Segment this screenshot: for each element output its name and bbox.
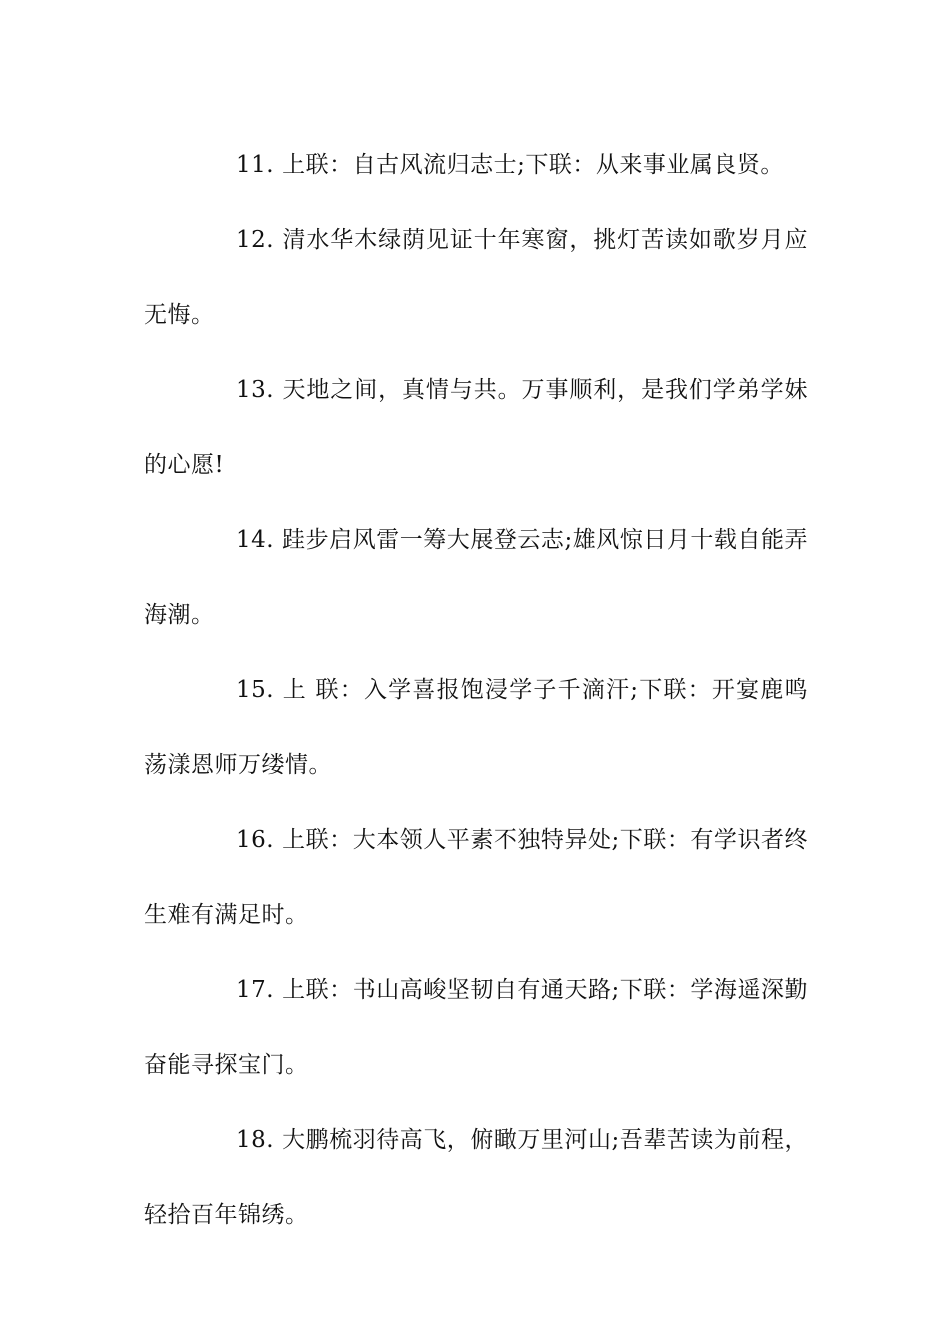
item-text: 上联：自古风流归志士;下联：从来事业属良贤。 [282, 152, 784, 178]
item-text: 上联：书山高峻坚韧自有通天路;下联：学海遥深勤奋能寻探宝门。 [144, 977, 808, 1078]
item-text: 清水华木绿荫见证十年寒窗，挑灯苦读如歌岁月应无悔。 [144, 227, 808, 328]
paragraph-14 [144, 503, 808, 653]
item-number: 14. [236, 527, 275, 553]
paragraph-12 [144, 203, 808, 353]
item-number: 13. [236, 377, 275, 403]
paragraph-11 [144, 128, 808, 203]
item-number: 15. [236, 677, 275, 703]
item-number: 18. [236, 1127, 275, 1153]
item-text: 上联：大本领人平素不独特异处;下联：有学识者终生难有满足时。 [144, 827, 808, 928]
paragraph-15 [144, 653, 808, 803]
item-number: 17. [236, 977, 275, 1003]
item-text: 大鹏梳羽待高飞，俯瞰万里河山;吾辈苦读为前程，轻拾百年锦绣。 [144, 1127, 808, 1228]
document-body [144, 128, 808, 1253]
item-text: 跬步启风雷一筹大展登云志;雄风惊日月十载自能弄海潮。 [144, 527, 808, 628]
paragraph-18 [144, 1103, 808, 1253]
paragraph-17 [144, 953, 808, 1103]
item-number: 11. [236, 152, 275, 178]
item-text: 上 联：入学喜报饱浸学子千滴汗;下联：开宴鹿鸣荡漾恩师万缕情。 [144, 677, 808, 778]
item-text: 天地之间，真情与共。万事顺利，是我们学弟学妹的心愿! [144, 377, 808, 478]
paragraph-13 [144, 353, 808, 503]
paragraph-16 [144, 803, 808, 953]
item-number: 16. [236, 827, 275, 853]
item-number: 12. [236, 227, 275, 253]
